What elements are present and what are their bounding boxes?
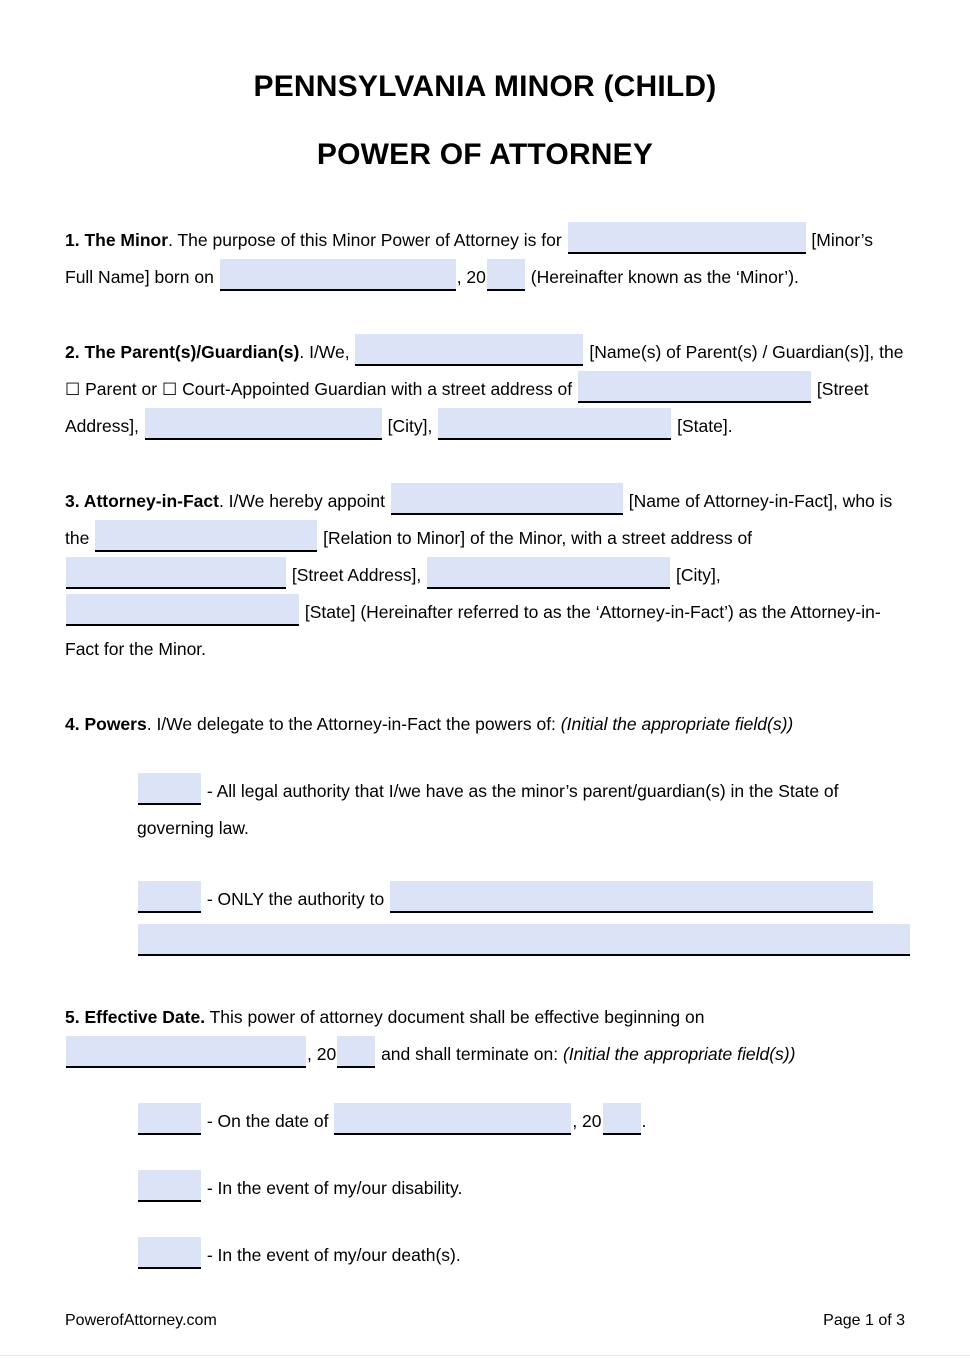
section-minor [65, 222, 905, 296]
section-attorney-in-fact-heading: 3. Attorney-in-Fact [65, 491, 219, 511]
powers-option-all-label: - All legal authority that I/we have as the minor’s parent/guardian(s) in the State of governing law. [137, 781, 839, 838]
effective-date-year-field[interactable] [337, 1036, 375, 1068]
section-effective-text-2: , 20 [307, 1044, 337, 1064]
parent-state-field[interactable] [438, 408, 671, 440]
document-body [65, 222, 905, 1274]
section-effective-date-paragraph [65, 999, 905, 1073]
section-powers-heading: 4. Powers [65, 714, 147, 734]
title-line-1: PENNSYLVANIA MINOR (CHILD) [253, 70, 717, 103]
section-parents-text-4: Court-Appointed Guardian with a street address of [177, 379, 578, 399]
section-powers-instruction: (Initial the appropriate field(s)) [560, 714, 794, 734]
section-powers [65, 706, 905, 961]
minor-birth-date-field[interactable] [220, 259, 456, 291]
attorney-in-fact-state-field[interactable] [66, 594, 299, 626]
footer-site-name: PowerofAttorney.com [65, 1312, 217, 1329]
section-aif-text-4: [Street Address], [291, 565, 427, 585]
section-aif-text-3: [Relation to Minor] of the Minor, with a street address of [323, 528, 753, 548]
title-line-2: POWER OF ATTORNEY [316, 138, 654, 171]
checkbox-parent[interactable]: ☐ [65, 380, 81, 399]
section-minor-heading: 1. The Minor [65, 230, 169, 250]
section-minor-text-3: , 20 [456, 267, 486, 287]
section-parents-paragraph [65, 334, 905, 445]
section-parents-text-3: Parent or [80, 379, 162, 399]
section-aif-text-6: [State] (Hereinafter referred to as the ‘Attorney-in-Fact’) as the Attorney-in-Fact for the Minor. [65, 602, 881, 659]
section-aif-text-5: [City], [675, 565, 721, 585]
termination-date-year-field[interactable] [603, 1103, 641, 1135]
termination-disability-initial-field[interactable] [138, 1170, 201, 1202]
termination-option-disability [65, 1170, 905, 1207]
parent-street-address-field[interactable] [578, 371, 811, 403]
section-effective-text-3: and shall terminate on: [376, 1044, 563, 1064]
section-minor-text-4: (Hereinafter known as the ‘Minor’). [530, 267, 799, 287]
termination-on-date-end: . [641, 1111, 647, 1131]
powers-only-authority-description-field-line2[interactable] [138, 924, 910, 956]
page-bottom-divider [0, 1355, 970, 1356]
powers-only-authority-description-field-line1[interactable] [390, 881, 873, 913]
attorney-in-fact-name-field[interactable] [391, 483, 623, 515]
section-parents-text-5: [Street Address], [65, 379, 869, 436]
termination-disability-label: - In the event of my/our disability. [202, 1178, 463, 1198]
section-parents-text-7: [State]. [677, 416, 733, 436]
termination-date-field[interactable] [334, 1103, 571, 1135]
minor-birth-year-field[interactable] [487, 259, 525, 291]
attorney-in-fact-street-address-field[interactable] [66, 557, 286, 589]
section-parents-text-6: [City], [387, 416, 438, 436]
termination-option-death [65, 1237, 905, 1274]
page-footer [65, 1312, 905, 1330]
section-parents [65, 334, 905, 445]
effective-date-field[interactable] [66, 1036, 306, 1068]
section-effective-instruction: (Initial the appropriate field(s)) [562, 1044, 796, 1064]
termination-option-on-date [65, 1103, 905, 1140]
powers-option-all-authority [65, 773, 905, 847]
section-attorney-in-fact-paragraph [65, 483, 905, 668]
section-minor-paragraph [65, 222, 905, 296]
section-parents-heading: 2. The Parent(s)/Guardian(s) [65, 342, 300, 362]
section-powers-text-1: . I/We delegate to the Attorney-in-Fact the powers of: [146, 714, 561, 734]
section-effective-date [65, 999, 905, 1274]
termination-death-initial-field[interactable] [138, 1237, 201, 1269]
parent-city-field[interactable] [145, 408, 382, 440]
powers-only-authority-line2 [65, 924, 905, 961]
checkbox-court-appointed-guardian[interactable]: ☐ [161, 380, 178, 399]
termination-on-date-label: - On the date of [202, 1111, 334, 1131]
section-parents-text-2: [Name(s) of Parent(s) / Guardian(s)], the [589, 342, 904, 362]
minor-full-name-field[interactable] [568, 222, 806, 254]
section-minor-text-1: . The purpose of this Minor Power of Attorney is for [168, 230, 567, 250]
termination-on-date-year-prefix: , 20 [572, 1111, 602, 1131]
section-effective-date-heading: 5. Effective Date. [65, 1007, 206, 1027]
powers-all-authority-initial-field[interactable] [138, 773, 201, 805]
section-powers-paragraph [65, 706, 905, 743]
document-title [0, 0, 970, 170]
powers-option-only-authority [65, 881, 905, 918]
termination-on-date-initial-field[interactable] [138, 1103, 201, 1135]
footer-page-number: Page 1 of 3 [823, 1312, 905, 1329]
attorney-in-fact-city-field[interactable] [427, 557, 670, 589]
section-attorney-in-fact [65, 483, 905, 668]
section-aif-text-2: [Name of Attorney-in-Fact], who is the [65, 491, 893, 548]
section-aif-text-1: . I/We hereby appoint [218, 491, 390, 511]
section-minor-text-2: [Minor’s Full Name] born on [65, 230, 874, 287]
powers-option-only-label: - ONLY the authority to [202, 889, 390, 909]
powers-only-authority-initial-field[interactable] [138, 881, 201, 913]
section-parents-text-1: . I/We, [299, 342, 355, 362]
section-effective-text-1: This power of attorney document shall be effective beginning on [205, 1007, 705, 1027]
attorney-in-fact-relation-field[interactable] [95, 520, 317, 552]
parent-names-field[interactable] [355, 334, 583, 366]
termination-death-label: - In the event of my/our death(s). [202, 1245, 461, 1265]
